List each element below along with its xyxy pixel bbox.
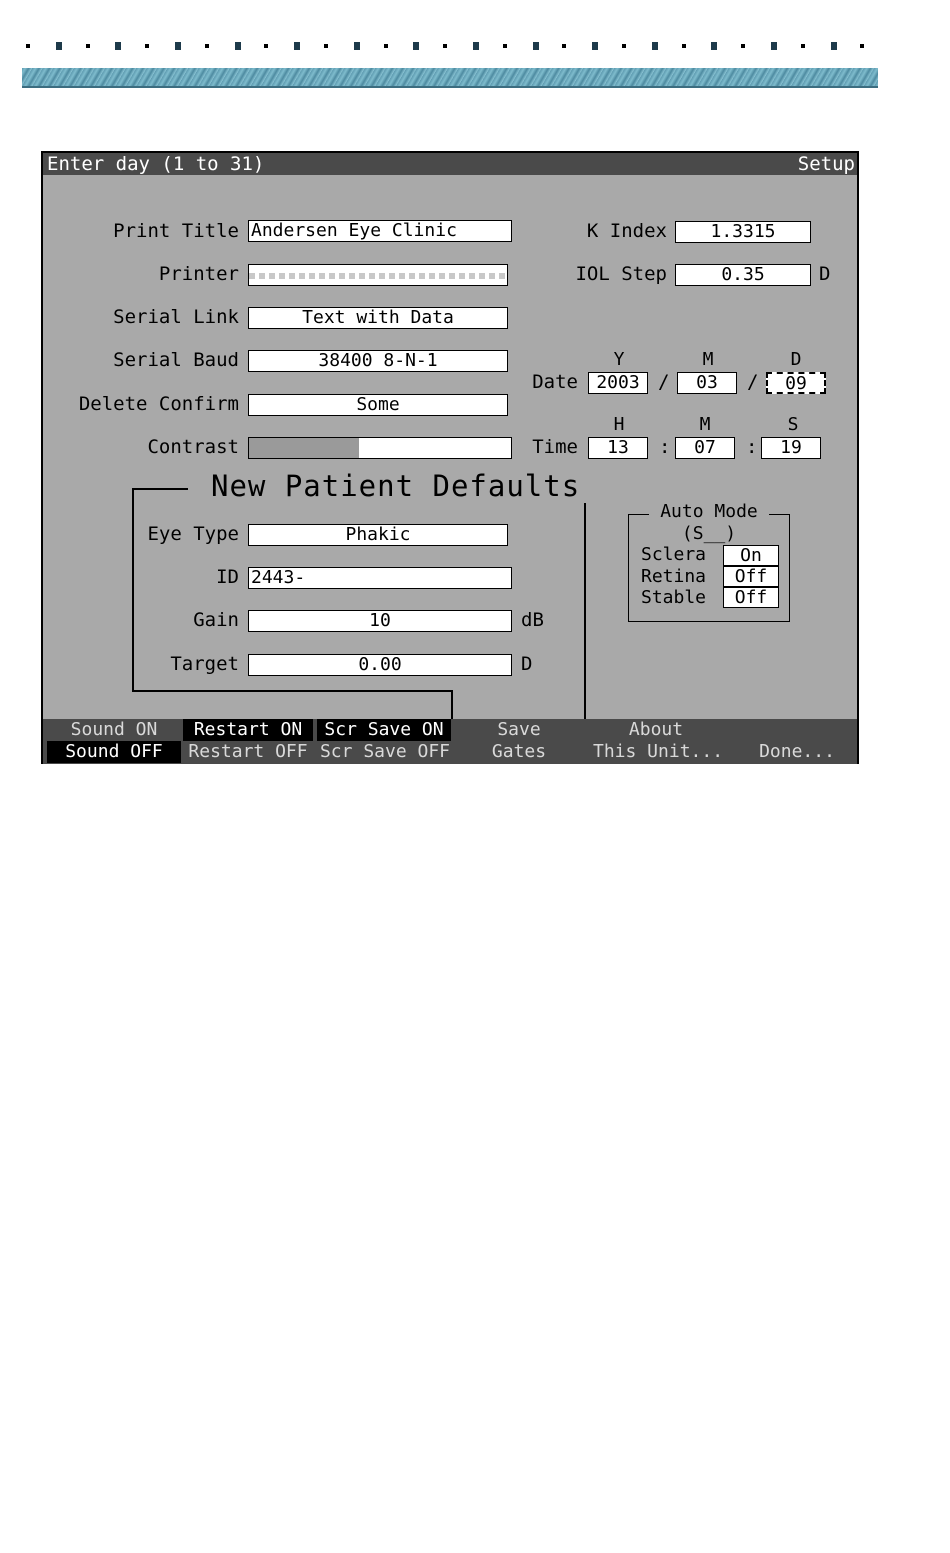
decorative-dot: [354, 42, 360, 50]
decorative-dot: [443, 44, 447, 48]
serial-link-label: Serial Link: [113, 306, 239, 328]
printer-value-obscured: [249, 273, 507, 279]
contrast-label: Contrast: [147, 436, 239, 458]
eye-type-field[interactable]: Phakic: [248, 524, 508, 546]
auto-mode-title: Auto Mode: [649, 501, 769, 523]
decorative-dot: [711, 42, 717, 50]
decorative-dot: [741, 44, 745, 48]
prompt-text: Enter day (1 to 31): [47, 153, 265, 175]
decorative-dot: [205, 44, 209, 48]
stable-label: Stable: [641, 587, 707, 608]
time-hour-header: H: [613, 414, 625, 435]
decorative-dot: [235, 42, 241, 50]
date-separator: /: [747, 371, 759, 393]
decorative-dot: [652, 42, 658, 50]
iol-step-label: IOL Step: [575, 263, 667, 285]
date-day-field-focused[interactable]: 09: [766, 372, 826, 394]
eye-type-label: Eye Type: [147, 523, 239, 545]
sound-on-key[interactable]: Sound ON: [70, 719, 158, 740]
decorative-dot: [264, 44, 268, 48]
new-patient-defaults-title: New Patient Defaults: [203, 469, 588, 503]
target-field[interactable]: 0.00: [248, 654, 512, 676]
decorative-dots: [22, 44, 882, 58]
decorative-dot: [175, 42, 181, 50]
time-second-header: S: [787, 414, 799, 435]
decorative-dot: [562, 44, 566, 48]
softkey-bar: [43, 719, 857, 764]
sclera-label: Sclera: [641, 544, 707, 565]
scr-save-on-key[interactable]: Scr Save ON: [317, 719, 451, 741]
decorative-dot: [682, 44, 686, 48]
printer-label: Printer: [158, 263, 239, 285]
stable-field[interactable]: Off: [723, 587, 779, 608]
target-unit: D: [521, 653, 533, 675]
group-border-left: [132, 488, 134, 692]
restart-on-key[interactable]: Restart ON: [183, 719, 313, 741]
gain-label: Gain: [193, 609, 239, 631]
delete-confirm-label: Delete Confirm: [78, 393, 239, 415]
serial-baud-label: Serial Baud: [113, 349, 239, 371]
serial-link-field[interactable]: Text with Data: [248, 307, 508, 329]
decorative-dot: [801, 44, 805, 48]
contrast-slider[interactable]: [248, 437, 512, 459]
id-label: ID: [216, 566, 239, 588]
time-second-field[interactable]: 19: [761, 437, 821, 459]
decorative-dot: [860, 44, 864, 48]
date-label: Date: [532, 371, 578, 393]
k-index-label: K Index: [586, 220, 667, 242]
decorative-dot: [831, 42, 837, 50]
decorative-dot: [533, 42, 539, 50]
sclera-field[interactable]: On: [723, 545, 779, 566]
decorative-dot: [115, 42, 121, 50]
contrast-level-fill: [249, 438, 359, 458]
time-separator: :: [659, 436, 671, 458]
k-index-field[interactable]: 1.3315: [675, 221, 811, 243]
date-year-header: Y: [613, 349, 625, 370]
serial-baud-field[interactable]: 38400 8-N-1: [248, 350, 508, 372]
decorative-dot: [771, 42, 777, 50]
decorative-dot: [26, 44, 30, 48]
delete-confirm-field[interactable]: Some: [248, 394, 508, 416]
decorative-dot: [413, 42, 419, 50]
decorative-banner: [22, 68, 878, 88]
auto-mode-subtitle: (S__): [681, 523, 737, 544]
time-separator: :: [746, 436, 758, 458]
gain-field[interactable]: 10: [248, 610, 512, 632]
decorative-dot: [294, 42, 300, 50]
date-month-header: M: [702, 349, 714, 370]
retina-field[interactable]: Off: [723, 566, 779, 587]
setup-screen: [41, 151, 859, 764]
save-gates-key-line1[interactable]: Save: [497, 719, 541, 740]
decorative-dot: [473, 42, 479, 50]
iol-step-unit: D: [819, 263, 831, 285]
decorative-dot: [56, 42, 62, 50]
target-label: Target: [170, 653, 239, 675]
time-label: Time: [532, 436, 578, 458]
status-bar: [43, 153, 857, 175]
group-border-notch: [451, 690, 453, 719]
decorative-dot: [384, 44, 388, 48]
date-separator: /: [658, 371, 670, 393]
group-border-bottom: [132, 690, 453, 692]
time-minute-header: M: [699, 414, 711, 435]
done-key[interactable]: Done...: [759, 741, 835, 762]
about-unit-key-line1[interactable]: About: [628, 719, 684, 740]
time-minute-field[interactable]: 07: [675, 437, 735, 459]
date-day-header: D: [790, 349, 802, 370]
time-hour-field[interactable]: 13: [588, 437, 648, 459]
iol-step-field[interactable]: 0.35: [675, 264, 811, 286]
decorative-dot: [324, 44, 328, 48]
group-border-right: [584, 488, 586, 719]
print-title-label: Print Title: [113, 220, 239, 242]
about-unit-key-line2[interactable]: This Unit...: [593, 741, 724, 762]
gain-unit: dB: [521, 609, 544, 631]
retina-label: Retina: [641, 566, 707, 587]
decorative-dot: [145, 44, 149, 48]
restart-off-key[interactable]: Restart OFF: [188, 741, 308, 762]
print-title-field[interactable]: Andersen Eye Clinic: [248, 220, 512, 242]
group-border-top: [132, 488, 188, 490]
save-gates-key-line2[interactable]: Gates: [491, 741, 547, 762]
scr-save-off-key[interactable]: Scr Save OFF: [319, 741, 451, 762]
decorative-dot: [592, 42, 598, 50]
date-month-field[interactable]: 03: [677, 372, 737, 394]
decorative-dot: [86, 44, 90, 48]
id-field[interactable]: 2443-: [248, 567, 512, 589]
sound-off-key[interactable]: Sound OFF: [47, 741, 181, 763]
printer-field[interactable]: [248, 264, 508, 286]
decorative-dot: [622, 44, 626, 48]
mode-label: Setup: [797, 153, 855, 175]
decorative-dot: [503, 44, 507, 48]
date-year-field[interactable]: 2003: [588, 372, 648, 394]
